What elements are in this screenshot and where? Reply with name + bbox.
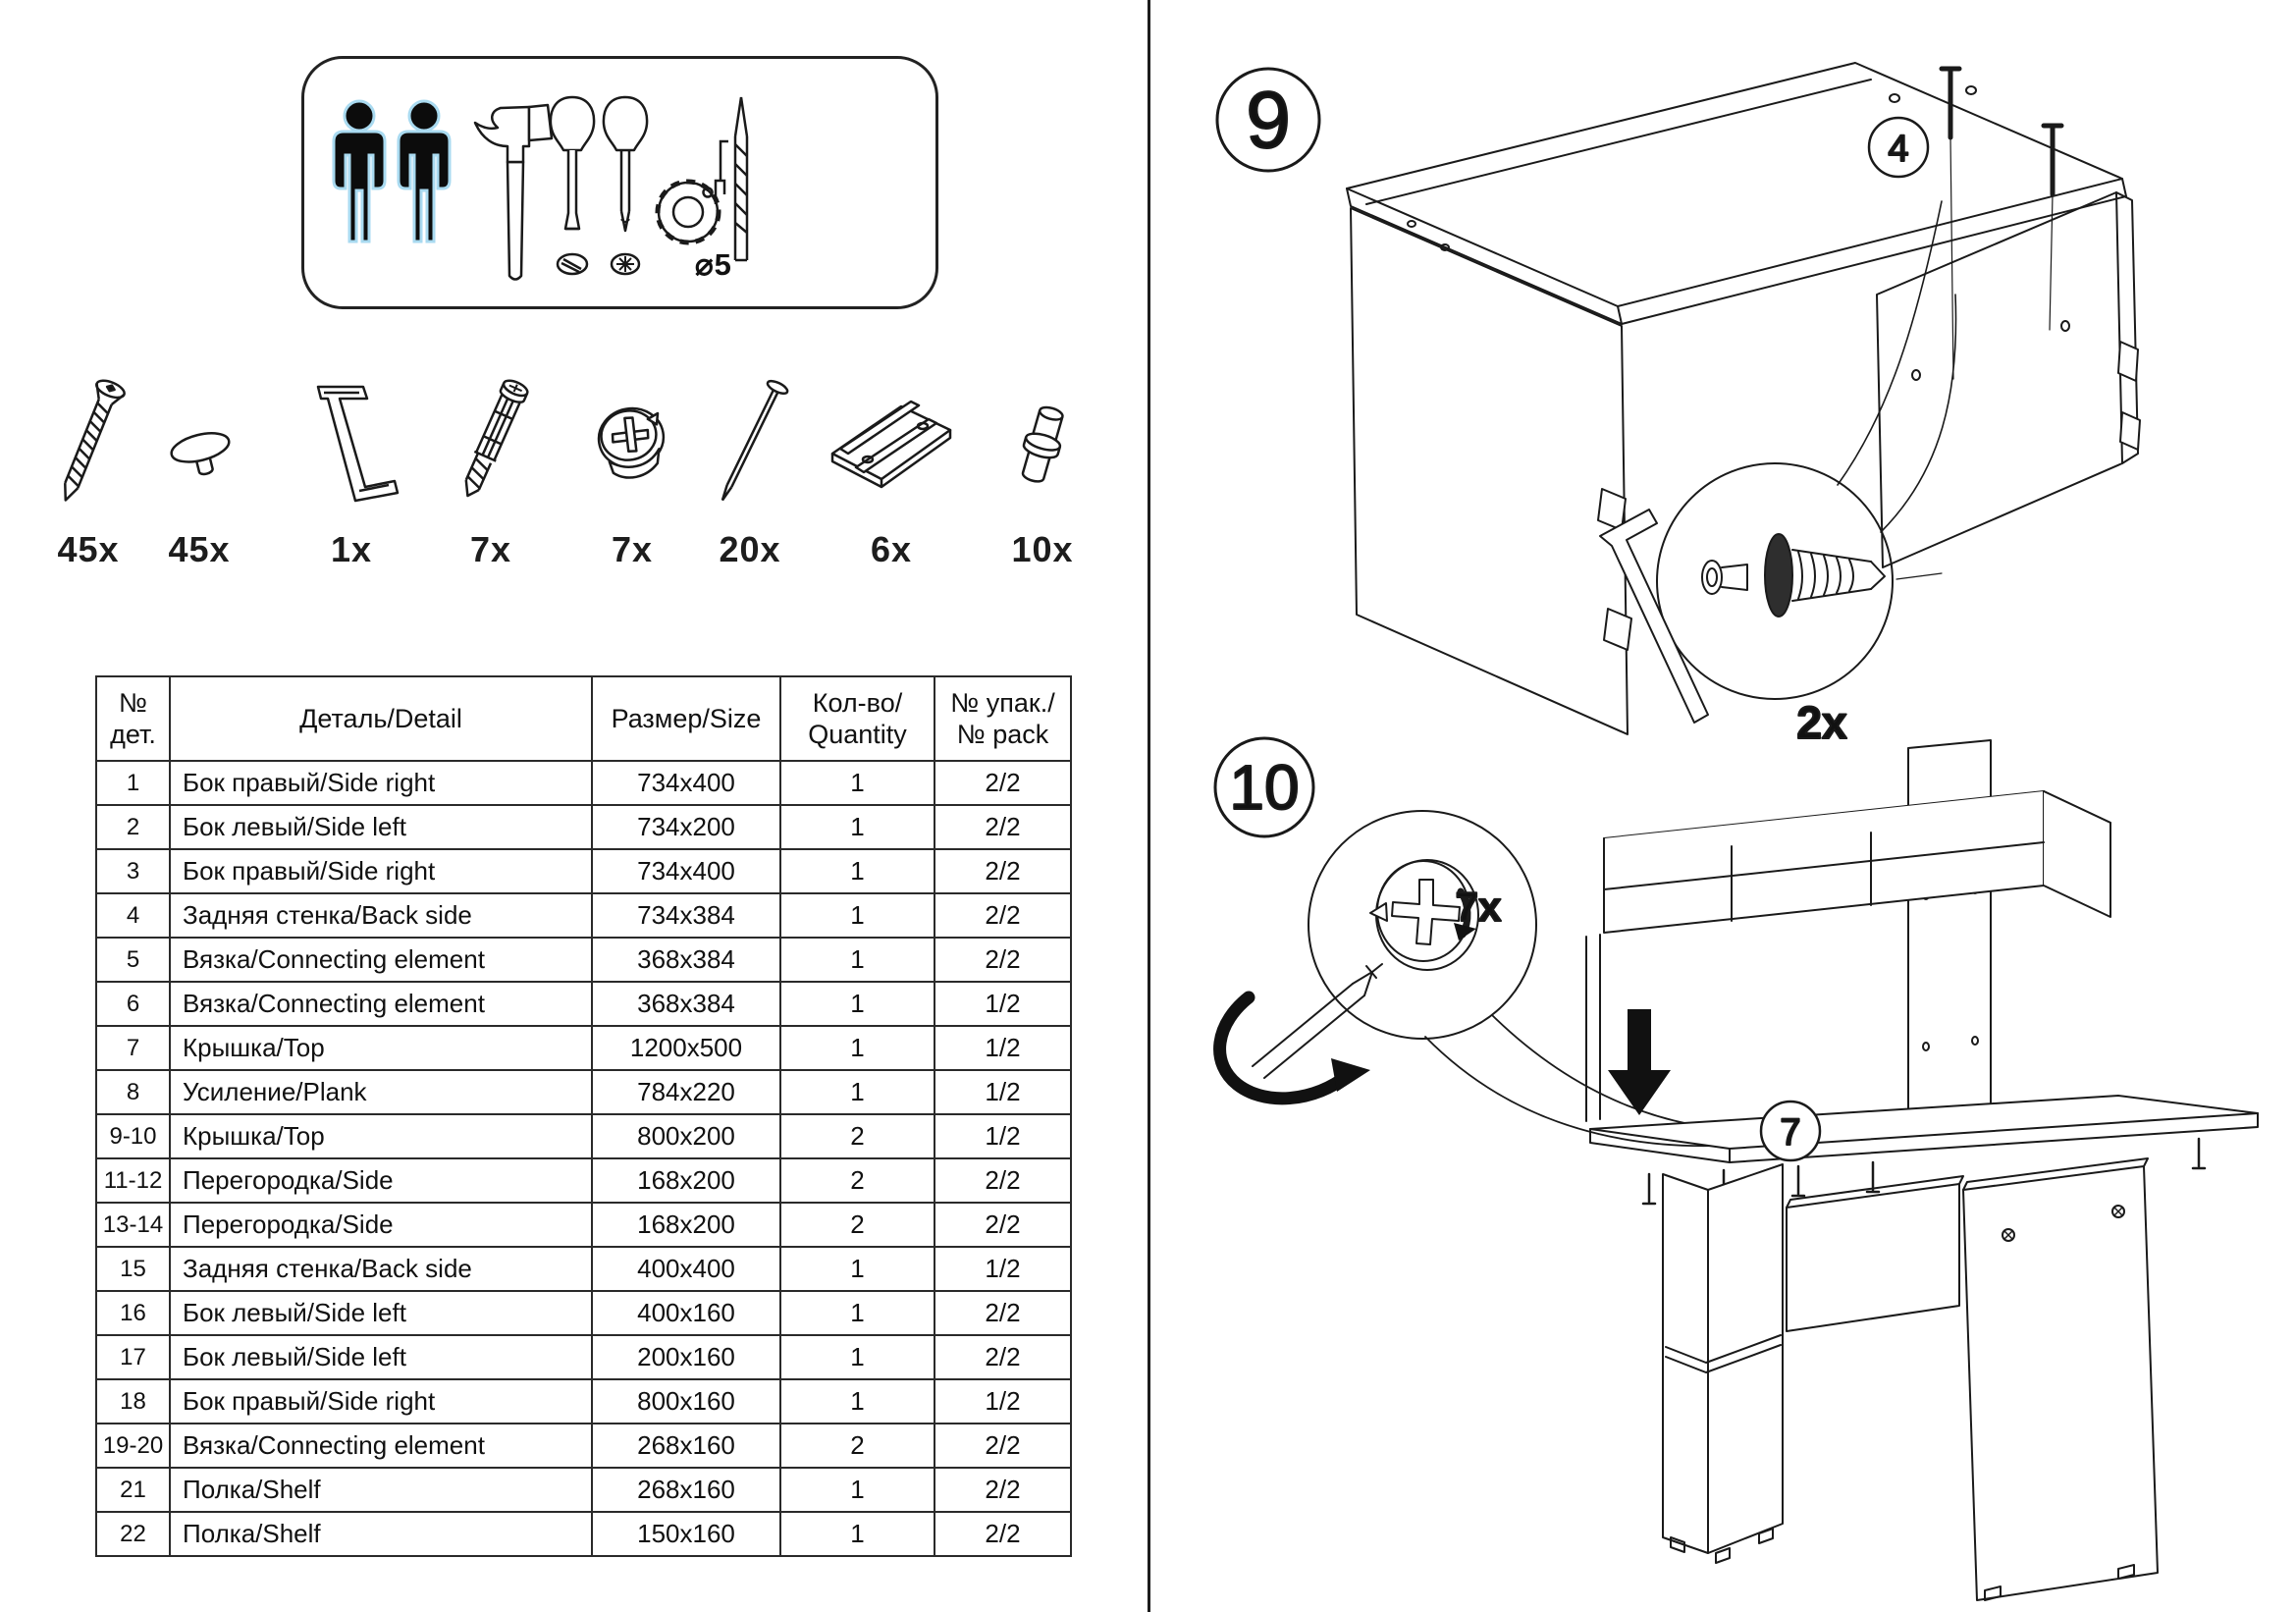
table-cell: Крышка/Top [170, 1026, 592, 1070]
hardware-qty-label: 7x [611, 529, 654, 569]
table-cell: 2/2 [934, 1203, 1071, 1247]
table-cell: 268x160 [592, 1424, 780, 1468]
table-cell: 6 [96, 982, 170, 1026]
step10-desk-base [1663, 1158, 2158, 1600]
parts-table-header-cell: № упак./ № pack [934, 676, 1071, 761]
table-cell: 8 [96, 1070, 170, 1114]
table-cell: 22 [96, 1512, 170, 1556]
table-row [96, 805, 1071, 849]
table-cell: 2/2 [934, 893, 1071, 938]
table-cell: 2/2 [934, 1424, 1071, 1468]
two-persons-icon [320, 98, 467, 285]
table-cell: 1 [780, 1335, 934, 1379]
table-row [96, 1114, 1071, 1158]
table-cell: 734x384 [592, 893, 780, 938]
table-cell: 784x220 [592, 1070, 780, 1114]
table-cell: Задняя стенка/Back side [170, 893, 592, 938]
table-row [96, 1468, 1071, 1512]
table-cell: 800x160 [592, 1379, 780, 1424]
table-cell: 1/2 [934, 982, 1071, 1026]
table-cell: 2 [780, 1203, 934, 1247]
table-cell: Бок правый/Side right [170, 849, 592, 893]
hardware-qty-label: 20x [719, 529, 781, 569]
table-row [96, 1335, 1071, 1379]
table-cell: Бок правый/Side right [170, 1379, 592, 1424]
table-cell: Бок правый/Side right [170, 761, 592, 805]
table-cell: 3 [96, 849, 170, 893]
hardware-qty-label: 45x [168, 529, 231, 569]
step9-number: 9 [1246, 76, 1291, 165]
table-cell: Задняя стенка/Back side [170, 1247, 592, 1291]
table-cell: 5 [96, 938, 170, 982]
parts-table-header-cell: Деталь/Detail [170, 676, 592, 761]
table-row [96, 1512, 1071, 1556]
step10-part-callout: 7 [1780, 1112, 1801, 1154]
table-cell: 1 [780, 1291, 934, 1335]
required-tools-box [301, 56, 938, 309]
table-cell: Перегородка/Side [170, 1158, 592, 1203]
table-cell: 2 [96, 805, 170, 849]
table-cell: 2/2 [934, 1468, 1071, 1512]
table-cell: 18 [96, 1379, 170, 1424]
table-cell: 168x200 [592, 1203, 780, 1247]
table-cell: Крышка/Top [170, 1114, 592, 1158]
table-cell: 2 [780, 1114, 934, 1158]
parts-table [95, 675, 1072, 1557]
table-cell: 368x384 [592, 938, 780, 982]
hardware-item [671, 365, 828, 570]
table-cell: 2/2 [934, 849, 1071, 893]
table-cell: 2/2 [934, 938, 1071, 982]
table-cell: Вязка/Connecting element [170, 1424, 592, 1468]
table-row [96, 1026, 1071, 1070]
table-cell: 800x200 [592, 1114, 780, 1158]
table-cell: 1/2 [934, 1114, 1071, 1158]
table-cell: 13-14 [96, 1203, 170, 1247]
hardware-qty-label: 45x [57, 529, 120, 569]
step10-number: 10 [1229, 752, 1300, 823]
cover-cap-icon [121, 365, 278, 522]
table-cell: 1/2 [934, 1247, 1071, 1291]
table-cell: 1200x500 [592, 1026, 780, 1070]
table-cell: 2/2 [934, 805, 1071, 849]
table-row [96, 938, 1071, 982]
hardware-item [813, 365, 970, 570]
assembly-steps-illustration [1158, 0, 2296, 1612]
hardware-qty-label: 1x [330, 529, 373, 569]
down-arrow-icon [1608, 1009, 1671, 1115]
table-cell: Перегородка/Side [170, 1203, 592, 1247]
table-row [96, 1070, 1071, 1114]
hardware-item [412, 365, 569, 570]
table-cell: 15 [96, 1247, 170, 1291]
table-cell: 2 [780, 1424, 934, 1468]
table-cell: 1 [780, 1070, 934, 1114]
step10-screwdriver-bit [1220, 964, 1382, 1099]
table-cell: 2/2 [934, 1158, 1071, 1203]
table-cell: 1 [780, 982, 934, 1026]
table-cell: 368x384 [592, 982, 780, 1026]
table-cell: 4 [96, 893, 170, 938]
table-row [96, 1203, 1071, 1247]
table-cell: 1 [780, 1512, 934, 1556]
parts-table-body [96, 761, 1071, 1556]
table-row [96, 893, 1071, 938]
table-row [96, 1291, 1071, 1335]
shelf-pin-icon [964, 365, 1121, 522]
table-cell: 200x160 [592, 1335, 780, 1379]
table-cell: 2/2 [934, 1335, 1071, 1379]
table-row [96, 982, 1071, 1026]
table-cell: 1 [780, 938, 934, 982]
nail-icon [671, 365, 828, 522]
table-row [96, 1158, 1071, 1203]
table-cell: 1 [780, 805, 934, 849]
table-cell: 2/2 [934, 1512, 1071, 1556]
table-cell: Бок левый/Side left [170, 805, 592, 849]
step10-wall-shelf [1586, 740, 2110, 1121]
table-cell: 1 [780, 1379, 934, 1424]
table-cell: 1 [780, 1468, 934, 1512]
table-cell: 1/2 [934, 1379, 1071, 1424]
table-cell: 400x160 [592, 1291, 780, 1335]
table-cell: Полка/Shelf [170, 1468, 592, 1512]
hardware-qty-label: 6x [870, 529, 913, 569]
step9-screw-qty-label: 2x [1796, 697, 1847, 748]
table-cell: 1 [96, 761, 170, 805]
drill-diameter-label: ⌀5 [695, 247, 732, 282]
table-cell: 7 [96, 1026, 170, 1070]
table-cell: 1 [780, 849, 934, 893]
table-cell: 11-12 [96, 1158, 170, 1203]
table-cell: 2/2 [934, 761, 1071, 805]
table-cell: 1 [780, 1247, 934, 1291]
allen-key-icon [273, 365, 430, 522]
cam-dowel-icon [412, 365, 569, 522]
drill-bit-icon [711, 81, 772, 272]
table-cell: 150x160 [592, 1512, 780, 1556]
parts-table-header-cell: Кол-во/ Quantity [780, 676, 934, 761]
table-row [96, 1247, 1071, 1291]
table-cell: 17 [96, 1335, 170, 1379]
parts-table-header-cell: Размер/Size [592, 676, 780, 761]
column-divider-line [1148, 0, 1150, 1612]
hardware-item [273, 365, 430, 570]
table-cell: 19-20 [96, 1424, 170, 1468]
table-cell: 1 [780, 761, 934, 805]
parts-table-head [96, 676, 1071, 761]
hardware-item [121, 365, 278, 570]
table-cell: Бок левый/Side left [170, 1335, 592, 1379]
table-cell: 734x200 [592, 805, 780, 849]
table-cell: 734x400 [592, 849, 780, 893]
table-cell: Бок левый/Side left [170, 1291, 592, 1335]
step9-detail-screw [1702, 534, 1942, 617]
table-cell: 1 [780, 1026, 934, 1070]
hardware-qty-label: 7x [469, 529, 512, 569]
table-row [96, 761, 1071, 805]
table-cell: 168x200 [592, 1158, 780, 1203]
table-cell: Вязка/Connecting element [170, 938, 592, 982]
table-cell: 1/2 [934, 1070, 1071, 1114]
parts-table-container [95, 675, 1072, 1557]
step9-part-callout: 4 [1888, 129, 1909, 170]
table-row [96, 849, 1071, 893]
table-cell: 1/2 [934, 1026, 1071, 1070]
table-cell: 1 [780, 893, 934, 938]
hardware-item [964, 365, 1121, 570]
table-cell: 9-10 [96, 1114, 170, 1158]
table-cell: 268x160 [592, 1468, 780, 1512]
hardware-qty-label: 10x [1011, 529, 1074, 569]
table-row [96, 1424, 1071, 1468]
mounting-bracket-icon [813, 365, 970, 522]
table-row [96, 1379, 1071, 1424]
table-cell: 2 [780, 1158, 934, 1203]
parts-table-header-cell: № дет. [96, 676, 170, 761]
table-cell: 16 [96, 1291, 170, 1335]
table-cell: Усиление/Plank [170, 1070, 592, 1114]
table-cell: 400x400 [592, 1247, 780, 1291]
table-cell: 2/2 [934, 1291, 1071, 1335]
step10-screw-qty-label: 7x [1455, 884, 1502, 930]
table-cell: 21 [96, 1468, 170, 1512]
table-cell: 734x400 [592, 761, 780, 805]
table-cell: Полка/Shelf [170, 1512, 592, 1556]
table-cell: Вязка/Connecting element [170, 982, 592, 1026]
